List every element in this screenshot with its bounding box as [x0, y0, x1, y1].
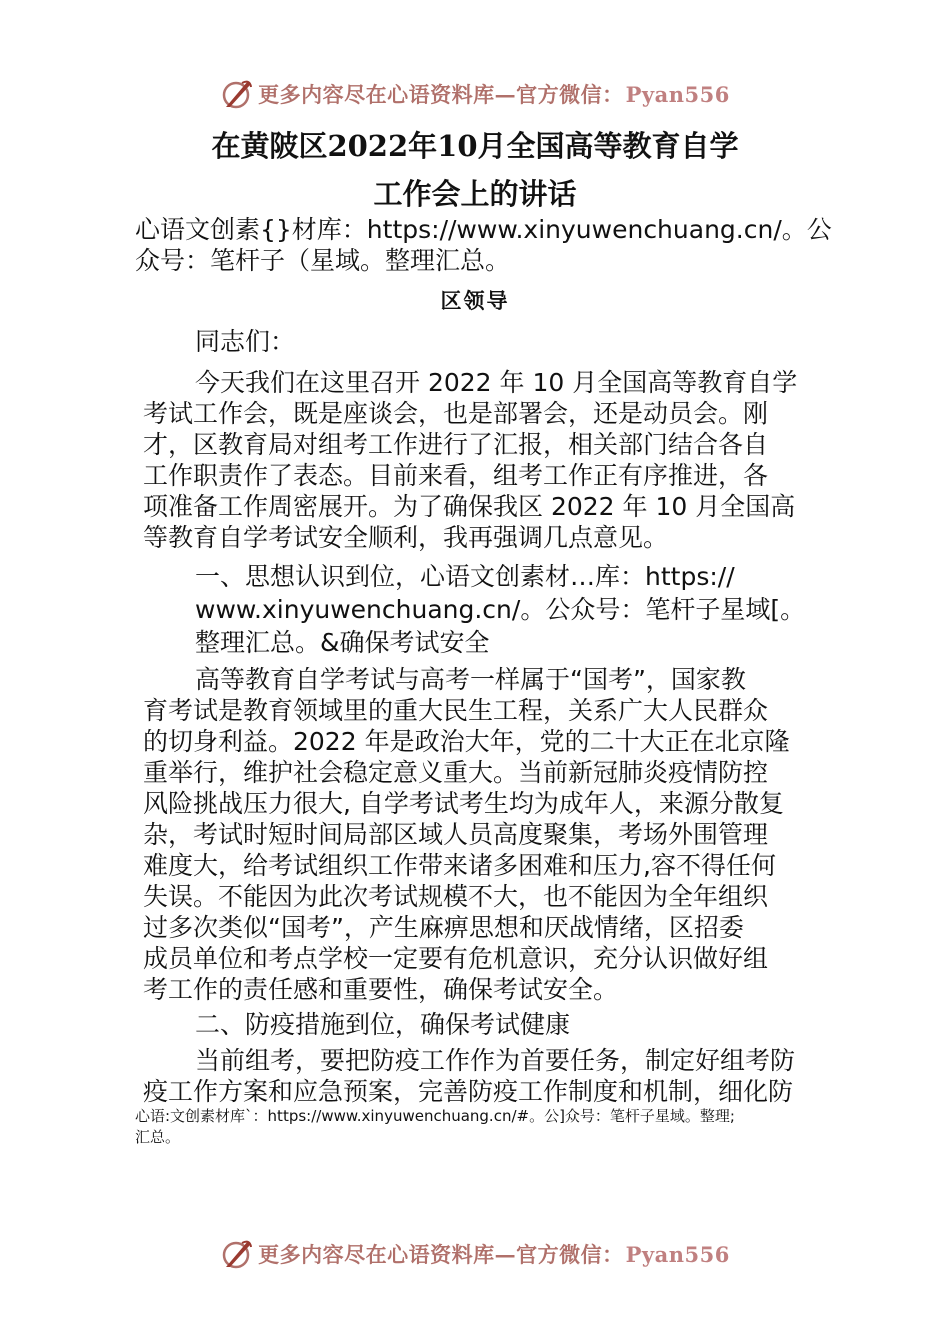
body-line: 考试工作会，既是座谈会，也是部署会，还是动员会。刚: [143, 399, 769, 428]
banner-label: 更多内容尽在心语资料库—官方微信：: [258, 1242, 624, 1267]
body-line: 高等教育自学考试与高考一样属于“国考”，国家教: [195, 665, 746, 694]
body-line: 难度大，给考试组织工作带来诸多困难和压力,容不得任何: [143, 851, 776, 880]
footnote-line-2: 汇总。: [135, 1128, 181, 1146]
banner-wechat-id: Pyan556: [625, 1242, 730, 1267]
speaker-signature: 区领导: [440, 288, 510, 313]
body-line: 项准备工作周密展开。为了确保我区 2022 年 10 月全国高: [143, 492, 796, 521]
doc-title-line2: 工作会上的讲话: [373, 177, 577, 211]
body-line: 成员单位和考点学校一定要有危机意识，充分认识做好组: [143, 944, 769, 973]
footnote-line-1: 心语:文创素材库`：https://www.xinyuwenchuang.cn/#。公]众号：笔杆子星域。整理;: [135, 1107, 735, 1125]
footer-banner: [0, 1234, 950, 1274]
body-line: 今天我们在这里召开 2022 年 10 月全国高等教育自学: [195, 368, 798, 397]
source-line-1: 心语文创素{}材库：https://www.xinyuwenchuang.cn/。公: [135, 215, 832, 244]
body-line: 过多次类似“国考”，产生麻痹思想和厌战情绪，区招委: [143, 913, 744, 942]
header-banner: [0, 74, 950, 114]
source-line-2: 众号：笔杆子（星域。整理汇总。: [135, 246, 511, 275]
section-heading-2: 二、防疫措施到位，确保考试健康: [195, 1010, 571, 1039]
body-line: 才，区教育局对组考工作进行了汇报，相关部门结合各自: [143, 430, 769, 459]
body-line: 杂，考试时短时间局部区域人员高度聚集，考场外围管理: [143, 820, 769, 849]
body-line: 考工作的责任感和重要性，确保考试安全。: [143, 975, 619, 1004]
banner-text: [258, 1239, 730, 1269]
body-line: 育考试是教育领域里的重大民生工程，关系广大人民群众: [143, 696, 769, 725]
body-line: 工作职责作了表态。目前来看，组考工作正有序推进，各: [143, 461, 769, 490]
doc-title-line1: 在黄陂区2022年10月全国高等教育自学: [211, 129, 739, 163]
quill-seal-icon: [220, 1237, 254, 1271]
body-line: 等教育自学考试安全顺利，我再强调几点意见。: [143, 523, 669, 552]
body-line: 失误。不能因为此次考试规模不大，也不能因为全年组织: [143, 882, 769, 911]
body-line: 同志们：: [195, 327, 296, 356]
section-heading-1: 一、思想认识到位，心语文创素材…库：https://: [195, 562, 735, 591]
quill-seal-icon: [220, 77, 254, 111]
banner-wechat-id: Pyan556: [625, 82, 730, 107]
body-line: 疫工作方案和应急预案，完善防疫工作制度和机制，细化防: [143, 1077, 794, 1106]
section-heading-1-cont: 整理汇总。&确保考试安全: [195, 628, 490, 657]
body-line: 的切身利益。2022 年是政治大年，党的二十大正在北京隆: [143, 727, 790, 756]
body-line: 当前组考，要把防疫工作作为首要任务，制定好组考防: [195, 1046, 796, 1075]
banner-label: 更多内容尽在心语资料库—官方微信：: [258, 82, 624, 107]
banner-text: [258, 79, 730, 109]
body-line: 风险挑战压力很大, 自学考试考生均为成年人，来源分散复: [143, 789, 784, 818]
body-line: 重举行，维护社会稳定意义重大。当前新冠肺炎疫情防控: [143, 758, 769, 787]
section-heading-1-cont: www.xinyuwenchuang.cn/。公众号：笔杆子星域[。: [195, 595, 806, 624]
